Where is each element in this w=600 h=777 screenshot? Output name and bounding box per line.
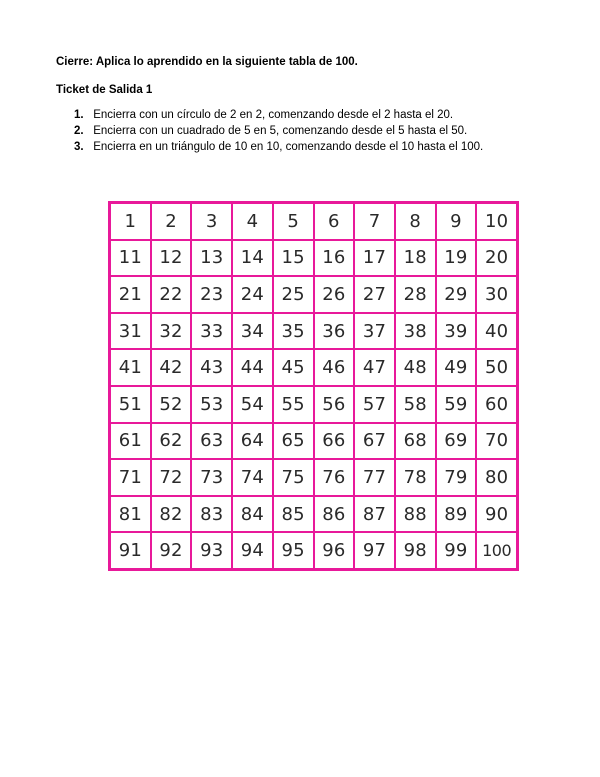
- table-cell-36: 36: [314, 313, 355, 350]
- table-cell-71: 71: [110, 459, 151, 496]
- table-cell-74: 74: [232, 459, 273, 496]
- table-cell-35: 35: [273, 313, 314, 350]
- table-cell-83: 83: [191, 496, 232, 533]
- table-cell-99: 99: [436, 532, 477, 569]
- instruction-item: [74, 123, 483, 139]
- instruction-number: 1.: [74, 109, 84, 121]
- table-cell-61: 61: [110, 423, 151, 460]
- table-cell-79: 79: [436, 459, 477, 496]
- table-cell-5: 5: [273, 203, 314, 240]
- table-cell-9: 9: [436, 203, 477, 240]
- table-cell-33: 33: [191, 313, 232, 350]
- ticket-subtitle: Ticket de Salida 1: [56, 84, 153, 96]
- table-cell-22: 22: [151, 276, 192, 313]
- table-cell-64: 64: [232, 423, 273, 460]
- table-cell-58: 58: [395, 386, 436, 423]
- table-cell-98: 98: [395, 532, 436, 569]
- table-cell-19: 19: [436, 240, 477, 277]
- table-cell-38: 38: [395, 313, 436, 350]
- table-cell-7: 7: [354, 203, 395, 240]
- table-cell-51: 51: [110, 386, 151, 423]
- table-cell-93: 93: [191, 532, 232, 569]
- table-cell-24: 24: [232, 276, 273, 313]
- instruction-text: Encierra con un cuadrado de 5 en 5, comenzando desde el 5 hasta el 50.: [93, 125, 468, 137]
- table-cell-94: 94: [232, 532, 273, 569]
- table-cell-69: 69: [436, 423, 477, 460]
- table-cell-25: 25: [273, 276, 314, 313]
- table-cell-39: 39: [436, 313, 477, 350]
- table-cell-49: 49: [436, 349, 477, 386]
- table-cell-50: 50: [476, 349, 517, 386]
- table-cell-4: 4: [232, 203, 273, 240]
- table-cell-91: 91: [110, 532, 151, 569]
- table-cell-62: 62: [151, 423, 192, 460]
- table-cell-75: 75: [273, 459, 314, 496]
- table-cell-54: 54: [232, 386, 273, 423]
- table-cell-11: 11: [110, 240, 151, 277]
- table-cell-52: 52: [151, 386, 192, 423]
- table-cell-30: 30: [476, 276, 517, 313]
- table-cell-13: 13: [191, 240, 232, 277]
- table-cell-88: 88: [395, 496, 436, 533]
- table-cell-65: 65: [273, 423, 314, 460]
- table-cell-57: 57: [354, 386, 395, 423]
- page-title: Cierre: Aplica lo aprendido en la siguiente tabla de 100.: [56, 56, 358, 68]
- table-cell-8: 8: [395, 203, 436, 240]
- table-cell-96: 96: [314, 532, 355, 569]
- instruction-text: Encierra con un círculo de 2 en 2, comenzando desde el 2 hasta el 20.: [93, 109, 454, 121]
- table-cell-56: 56: [314, 386, 355, 423]
- table-cell-92: 92: [151, 532, 192, 569]
- table-cell-31: 31: [110, 313, 151, 350]
- table-cell-42: 42: [151, 349, 192, 386]
- table-cell-3: 3: [191, 203, 232, 240]
- table-cell-21: 21: [110, 276, 151, 313]
- table-cell-45: 45: [273, 349, 314, 386]
- table-cell-86: 86: [314, 496, 355, 533]
- table-cell-41: 41: [110, 349, 151, 386]
- table-cell-20: 20: [476, 240, 517, 277]
- table-cell-2: 2: [151, 203, 192, 240]
- instruction-number: 3.: [74, 141, 84, 153]
- table-cell-18: 18: [395, 240, 436, 277]
- table-cell-27: 27: [354, 276, 395, 313]
- instruction-list: [74, 107, 483, 155]
- table-cell-23: 23: [191, 276, 232, 313]
- table-cell-53: 53: [191, 386, 232, 423]
- table-cell-73: 73: [191, 459, 232, 496]
- table-cell-100: 100: [476, 532, 517, 569]
- table-cell-66: 66: [314, 423, 355, 460]
- table-cell-28: 28: [395, 276, 436, 313]
- table-cell-16: 16: [314, 240, 355, 277]
- table-cell-48: 48: [395, 349, 436, 386]
- table-cell-80: 80: [476, 459, 517, 496]
- table-cell-95: 95: [273, 532, 314, 569]
- table-cell-43: 43: [191, 349, 232, 386]
- table-cell-55: 55: [273, 386, 314, 423]
- table-cell-72: 72: [151, 459, 192, 496]
- table-cell-46: 46: [314, 349, 355, 386]
- table-cell-17: 17: [354, 240, 395, 277]
- table-cell-47: 47: [354, 349, 395, 386]
- table-cell-32: 32: [151, 313, 192, 350]
- table-cell-68: 68: [395, 423, 436, 460]
- table-cell-59: 59: [436, 386, 477, 423]
- table-cell-60: 60: [476, 386, 517, 423]
- table-cell-82: 82: [151, 496, 192, 533]
- table-cell-1: 1: [110, 203, 151, 240]
- instruction-text: Encierra en un triángulo de 10 en 10, comenzando desde el 10 hasta el 100.: [93, 141, 484, 153]
- table-cell-76: 76: [314, 459, 355, 496]
- table-cell-67: 67: [354, 423, 395, 460]
- table-cell-85: 85: [273, 496, 314, 533]
- table-cell-34: 34: [232, 313, 273, 350]
- table-cell-37: 37: [354, 313, 395, 350]
- instruction-item: [74, 139, 483, 155]
- table-cell-26: 26: [314, 276, 355, 313]
- table-cell-87: 87: [354, 496, 395, 533]
- hundred-table: [108, 201, 519, 571]
- table-cell-10: 10: [476, 203, 517, 240]
- table-cell-6: 6: [314, 203, 355, 240]
- table-cell-84: 84: [232, 496, 273, 533]
- instruction-number: 2.: [74, 125, 84, 137]
- table-cell-40: 40: [476, 313, 517, 350]
- table-cell-70: 70: [476, 423, 517, 460]
- table-cell-78: 78: [395, 459, 436, 496]
- table-cell-44: 44: [232, 349, 273, 386]
- table-cell-77: 77: [354, 459, 395, 496]
- table-cell-90: 90: [476, 496, 517, 533]
- table-cell-12: 12: [151, 240, 192, 277]
- table-cell-63: 63: [191, 423, 232, 460]
- table-cell-15: 15: [273, 240, 314, 277]
- table-cell-14: 14: [232, 240, 273, 277]
- table-cell-97: 97: [354, 532, 395, 569]
- table-cell-29: 29: [436, 276, 477, 313]
- table-cell-89: 89: [436, 496, 477, 533]
- table-cell-81: 81: [110, 496, 151, 533]
- instruction-item: [74, 107, 483, 123]
